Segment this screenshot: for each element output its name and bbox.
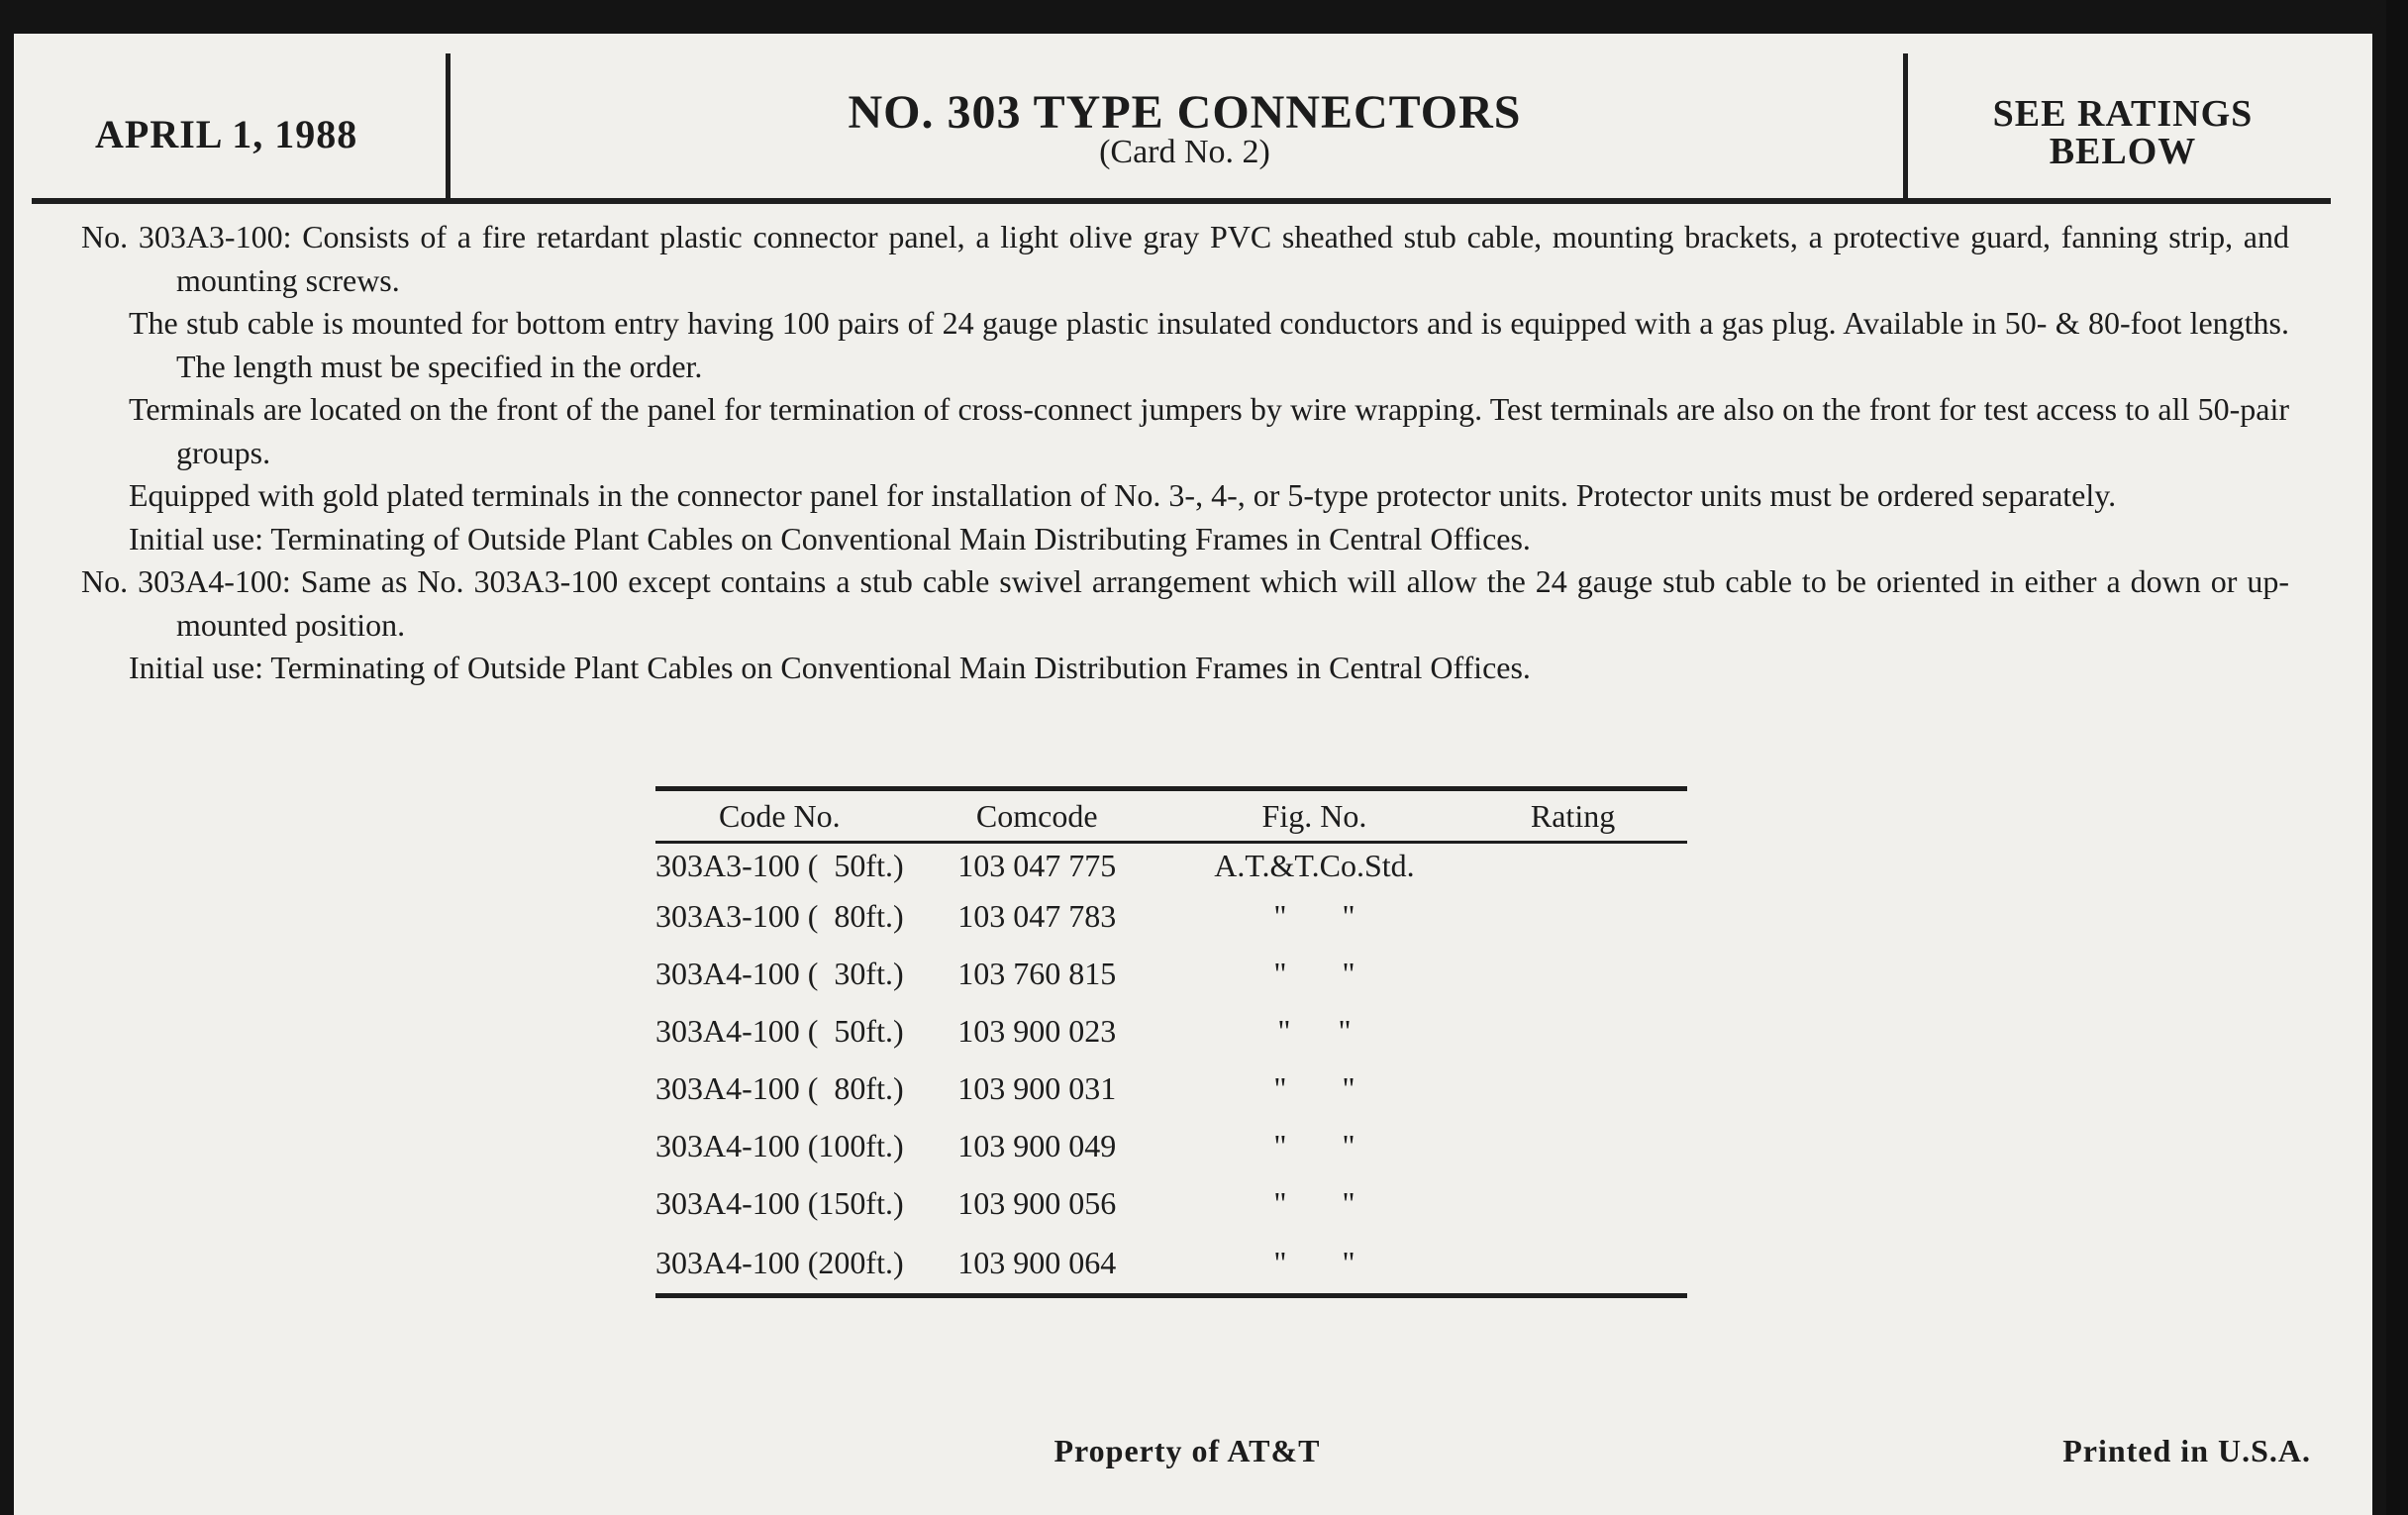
description-body xyxy=(81,216,2289,690)
card-number: (Card No. 2) xyxy=(1099,134,1270,170)
cell-fig-no: A.T.&T.Co.Std. xyxy=(1214,847,1415,883)
cell-code-no: 303A4-100 (100ft.) xyxy=(655,1127,904,1163)
ratings-note-line2: BELOW xyxy=(2049,131,2197,172)
cell-fig-no: " " xyxy=(1273,1127,1355,1163)
cell-code-no: 303A4-100 (200ft.) xyxy=(655,1244,904,1280)
cell-comcode: 103 760 815 xyxy=(957,955,1117,991)
cell-comcode: 103 900 056 xyxy=(957,1184,1117,1221)
document-title: NO. 303 TYPE CONNECTORS xyxy=(848,86,1522,139)
paragraph-initial-use-303a4: Initial use: Terminating of Outside Plant Cables on Conventional Main Distribution Frames in Central Offices. xyxy=(129,650,1531,685)
paragraph-stub-cable: The stub cable is mounted for bottom entry having 100 pairs of 24 gauge plastic insulated conductors and is equipped with a gas plug. Available in 50- & 80-foot lengths. The length must be specified in the order. xyxy=(129,305,2289,384)
cell-rating xyxy=(1458,843,1687,888)
cell-fig-no: " " xyxy=(1277,1012,1352,1049)
cell-code-no: 303A4-100 ( 80ft.) xyxy=(655,1069,904,1106)
paragraph-initial-use-303a3: Initial use: Terminating of Outside Plant Cables on Conventional Main Distributing Frames in Central Offices. xyxy=(129,520,1531,556)
table-row xyxy=(655,887,1687,945)
table-row xyxy=(655,1117,1687,1174)
cell-rating xyxy=(1458,1060,1687,1117)
cell-fig-no: " " xyxy=(1273,1069,1355,1106)
cell-rating xyxy=(1458,1232,1687,1296)
scan-edge xyxy=(2386,0,2408,1515)
connector-code-table xyxy=(655,786,1687,1298)
cell-code-no: 303A3-100 ( 50ft.) xyxy=(655,847,904,883)
cell-fig-no: " " xyxy=(1273,897,1355,934)
table-header-row xyxy=(655,789,1687,843)
cell-comcode: 103 900 023 xyxy=(957,1012,1117,1049)
cell-comcode: 103 900 031 xyxy=(957,1069,1117,1106)
cell-fig-no: " " xyxy=(1273,1244,1355,1280)
cell-rating xyxy=(1458,1002,1687,1060)
ratings-note xyxy=(1925,95,2321,170)
cell-rating xyxy=(1458,1117,1687,1174)
table-row xyxy=(655,1232,1687,1296)
paragraph-303a3-description: No. 303A3-100: Consists of a fire retardant plastic connector panel, a light olive gray PVC sheathed stub cable, mounting brackets, a protective guard, fanning strip, and mounting screws. xyxy=(81,219,2289,298)
cell-rating xyxy=(1458,887,1687,945)
header-rating: Rating xyxy=(1530,797,1616,834)
paragraph-terminals: Terminals are located on the front of the panel for termination of cross-connect jumpers by wire wrapping. Test terminals are also on the front for test access to all 50-pair groups. xyxy=(129,391,2289,470)
cell-fig-no: " " xyxy=(1273,955,1355,991)
paragraph-gold-plated: Equipped with gold plated terminals in the connector panel for installation of No. 3-, 4-, or 5-type protector units. Protector units must be ordered separately. xyxy=(129,477,2117,513)
cell-comcode: 103 047 775 xyxy=(957,847,1117,883)
table-row xyxy=(655,1002,1687,1060)
card-header xyxy=(14,34,2372,202)
table-row xyxy=(655,843,1687,888)
issue-date: APRIL 1, 1988 xyxy=(95,112,358,156)
cell-code-no: 303A3-100 ( 80ft.) xyxy=(655,897,904,934)
cell-rating xyxy=(1458,945,1687,1002)
property-notice: Property of AT&T xyxy=(1054,1433,1321,1468)
cell-fig-no: " " xyxy=(1273,1184,1355,1221)
cell-code-no: 303A4-100 ( 50ft.) xyxy=(655,1012,904,1049)
cell-code-no: 303A4-100 ( 30ft.) xyxy=(655,955,904,991)
header-comcode: Comcode xyxy=(975,797,1098,834)
paragraph-303a4-description: No. 303A4-100: Same as No. 303A3-100 except contains a stub cable swivel arrangement which will allow the 24 gauge stub cable to be oriented in either a down or up-mounted position. xyxy=(81,563,2289,643)
cell-comcode: 103 900 064 xyxy=(957,1244,1117,1280)
document-card xyxy=(14,34,2372,1515)
table-row xyxy=(655,1060,1687,1117)
table-row xyxy=(655,1174,1687,1232)
cell-comcode: 103 047 783 xyxy=(957,897,1117,934)
printed-notice: Printed in U.S.A. xyxy=(2062,1433,2311,1468)
document-title-block xyxy=(450,86,1920,170)
header-divider-right xyxy=(1903,53,1908,200)
cell-code-no: 303A4-100 (150ft.) xyxy=(655,1184,904,1221)
header-rule xyxy=(32,198,2331,204)
header-code-no: Code No. xyxy=(718,797,841,834)
table-row xyxy=(655,945,1687,1002)
cell-rating xyxy=(1458,1174,1687,1232)
header-fig-no: Fig. No. xyxy=(1261,797,1367,834)
cell-comcode: 103 900 049 xyxy=(957,1127,1117,1163)
ratings-note-line1: SEE RATINGS xyxy=(1992,93,2254,135)
